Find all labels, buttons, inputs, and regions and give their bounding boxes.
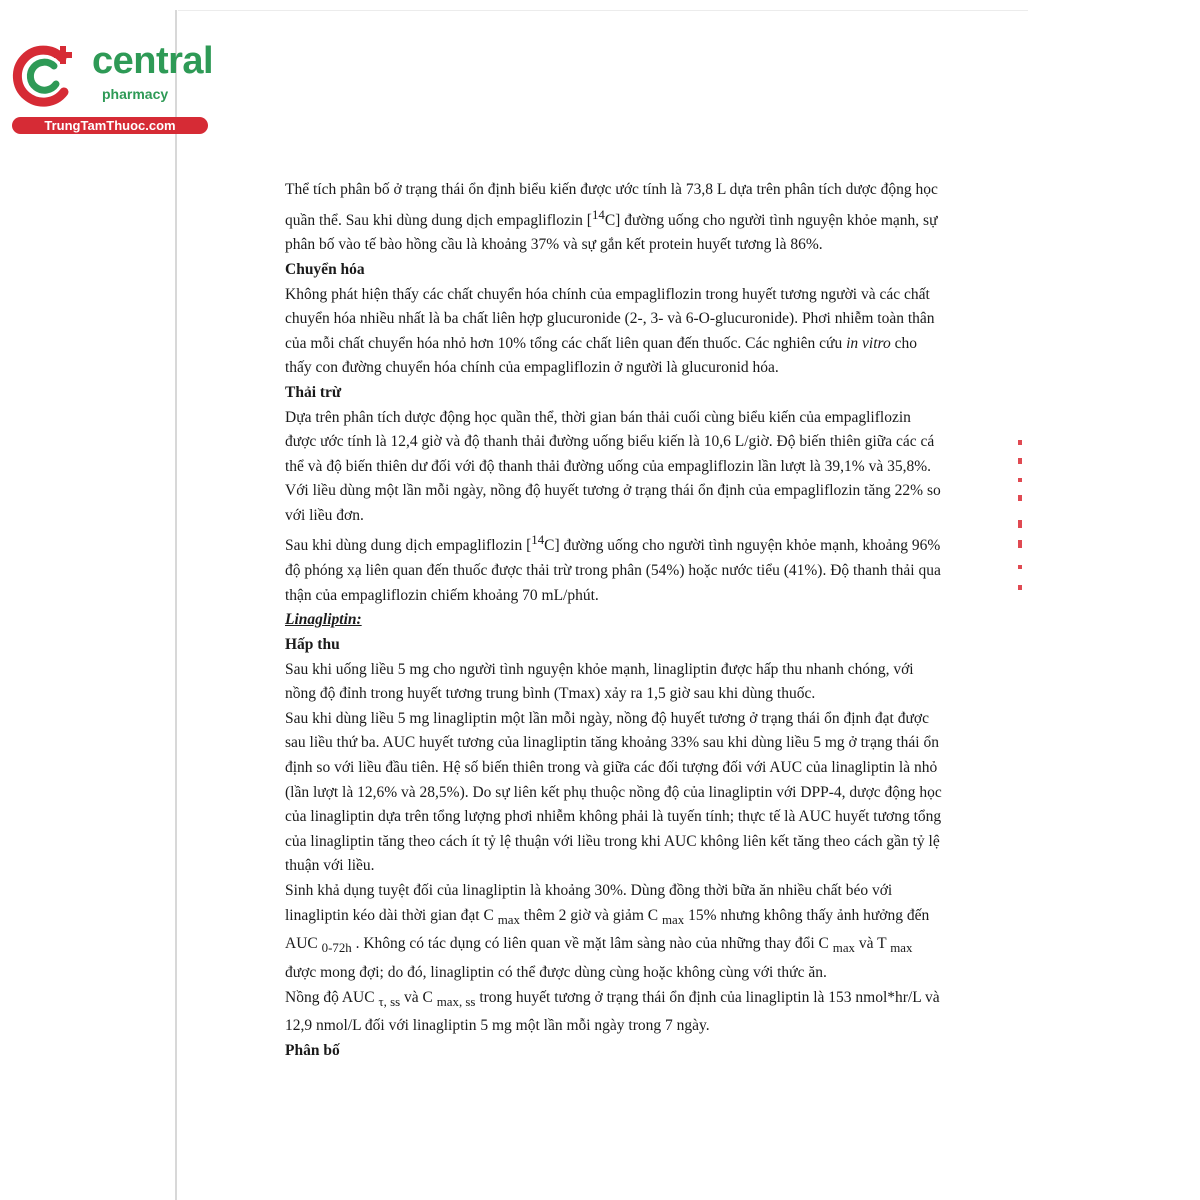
logo-brand-text: central	[92, 40, 214, 82]
paragraph-elimination-radioactivity: Sau khi dùng dung dịch empagliflozin [$^{14}$C] đường uống cho người tình nguyện khỏe mạnh, khoảng 96% độ phóng xạ liên quan đến thuốc được thải trừ trong phân (54%) hoặc nước tiểu (41%). Độ thanh thải qua thận của empagliflozin chiếm khoảng 70 mL/phút.	[285, 532, 941, 604]
heading-distribution: Phân bố	[285, 1041, 340, 1059]
paragraph-distribution-volume: Thể tích phân bố ở trạng thái ổn định biểu kiến được ước tính là 73,8 L dựa trên phân tích dược động học quần thể. Sau khi dùng dung dịch empagliflozin [$^{14}$C] đường uống cho người tình nguyện khỏe mạnh, sự phân bố vào tế bào hồng cầu là khoảng 37% và sự gắn kết protein huyết tương là 86%.	[285, 181, 938, 254]
page-edge-top	[178, 10, 1028, 11]
heading-metabolism: Chuyển hóa	[285, 260, 365, 278]
heading-absorption: Hấp thu	[285, 636, 340, 653]
paragraph-elimination: Dựa trên phân tích dược động học quần thể, thời gian bán thải cuối cùng biểu kiến của empagliflozin được ước tính là 12,4 giờ và độ thanh thải đường uống biểu kiến là 10,6 L/giờ. Độ biến thiên giữa các cá thể và độ biến thiên dư đối với độ thanh thải đường uống của empagliflozin lần lượt là 39,1% và 35,8%. Với liều dùng một lần mỗi ngày, nồng độ huyết tương ở trạng thái ổn định của empagliflozin tăng 22% so với liều đơn.	[285, 408, 941, 524]
heading-linagliptin: Linagliptin:	[285, 611, 362, 629]
paragraph-metabolism: Không phát hiện thấy các chất chuyển hóa chính của empagliflozin trong huyết tương người và các chất chuyển hóa nhiều nhất là ba chất liên hợp glucuronide (2-, 3- và 6-O-glucuronide). Phơi nhiễm toàn thân của mỗi chất chuyển hóa nhỏ hơn 10% tổng các chất liên quan đến thuốc. Các nghiên cứu in vitro cho thấy con đường chuyển hóa chính của empagliflozin ở người là glucuronid hóa.	[285, 285, 935, 377]
paragraph-auc-steady-state: Nồng độ AUC $_{\tau, ss}$ và C $_{max, ss}$ trong huyết tương ở trạng thái ổn định của linagliptin là 153 nmol*hr/L và 12,9 nmol/L đối với linagliptin 5 mg một lần mỗi ngày trong 7 ngày.	[285, 988, 940, 1035]
margin-stamp-marks	[1018, 440, 1026, 600]
logo-sub-text: pharmacy	[102, 86, 169, 102]
page-edge	[175, 10, 177, 1200]
paragraph-absorption: Sau khi uống liều 5 mg cho người tình nguyện khỏe mạnh, linagliptin được hấp thu nhanh chóng, với nồng độ đỉnh trong huyết tương trung bình (Tmax) xảy ra 1,5 giờ sau khi dùng thuốc.	[285, 660, 914, 703]
paragraph-bioavailability: Sinh khả dụng tuyệt đối của linagliptin là khoảng 30%. Dùng đồng thời bữa ăn nhiều chất béo với linagliptin kéo dài thời gian đạt C $_{max}$ thêm 2 giờ và giảm C $_{max}$ 15% nhưng không thấy ảnh hưởng đến AUC $_{0-72h}$ . Không có tác dụng có liên quan về mặt lâm sàng nào của những thay đổi C $_{max}$ và T $_{max}$ được mong đợi; do đó, linagliptin có thể được dùng cùng hoặc không cùng với thức ăn.	[285, 881, 930, 981]
logo-url-badge: TrungTamThuoc.com	[12, 117, 208, 134]
heading-elimination: Thải trừ	[285, 383, 342, 401]
document-body	[285, 178, 945, 1063]
paragraph-steady-state: Sau khi dùng liều 5 mg linagliptin một lần mỗi ngày, nồng độ huyết tương ở trạng thái ổn định đạt được sau liều thứ ba. AUC huyết tương của linagliptin tăng khoảng 33% sau khi dùng liều 5 mg ở trạng thái ổn định so với liều đầu tiên. Hệ số biến thiên trong và giữa các đối tượng đối với AUC của linagliptin là nhỏ (lần lượt là 12,6% và 28,5%). Do sự liên kết phụ thuộc nồng độ của linagliptin với DPP-4, dược động học của linagliptin dựa trên tổng lượng phơi nhiễm không phải là tuyến tính; thực tế là AUC huyết tương tổng của linagliptin tăng theo cách ít tỷ lệ thuận với liều trong khi AUC không liên kết tăng theo cách gần tỷ lệ thuận với liều.	[285, 709, 942, 875]
central-logo-icon	[10, 40, 80, 110]
brand-logo[interactable]	[10, 36, 215, 136]
